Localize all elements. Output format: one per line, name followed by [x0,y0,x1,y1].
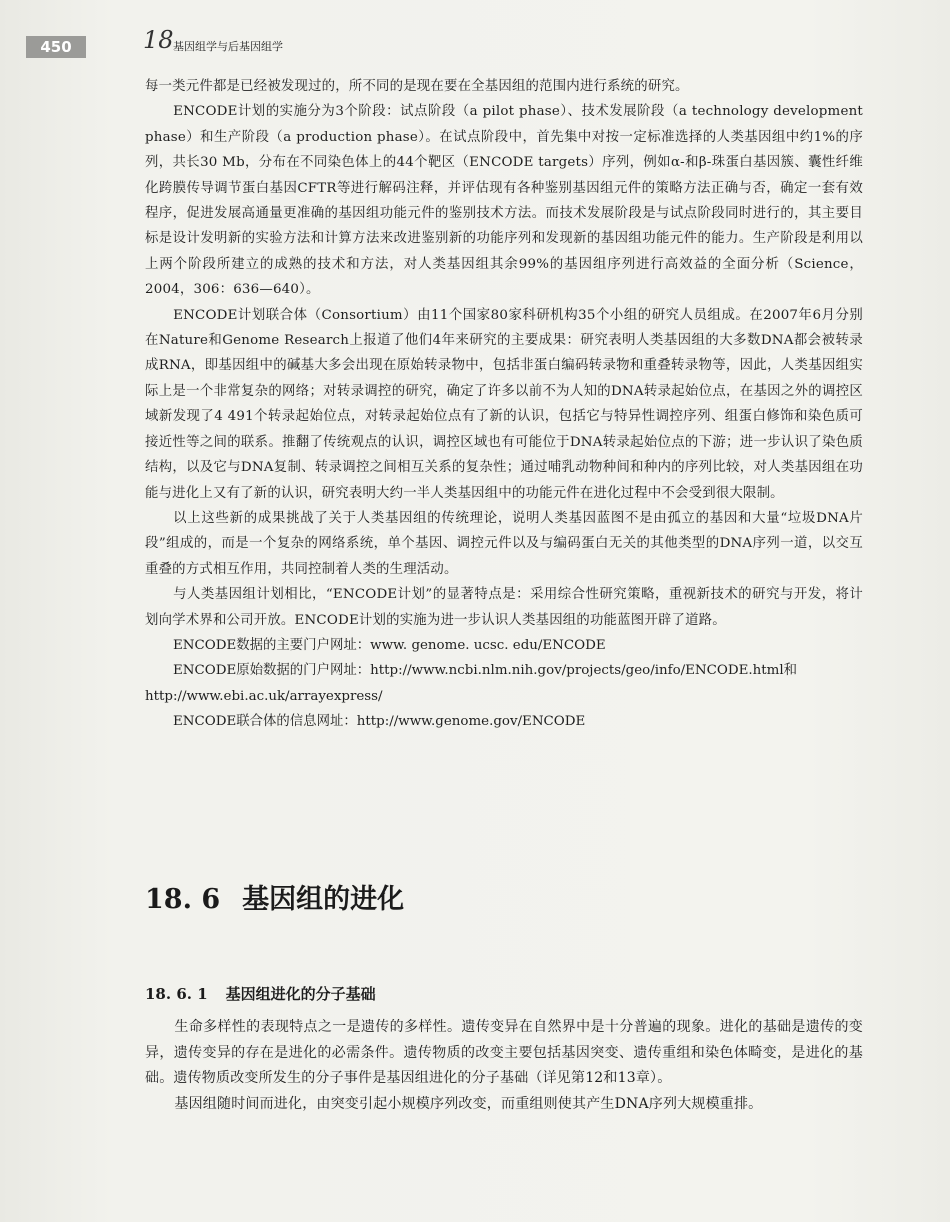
url-line: ENCODE原始数据的门户网址：http://www.ncbi.nlm.nih.gov/projects/geo/info/ENCODE.html和 [173,663,798,679]
paragraph: 与人类基因组计划相比，“ENCODE计划”的显著特点是：采用综合性研究策略，重视新技术的研究与开发，将计划向学术界和公司开放。ENCODE计划的实施为进一步认识人类基因组的功能蓝图开辟了道路。 [145,587,863,628]
section-number: 18. 6 [145,884,221,915]
page-header [0,24,950,64]
paragraph: ENCODE计划联合体（Consortium）由11个国家80家科研机构35个小组的研究人员组成。在2007年6月分别在Nature和Genome Research上报道了他们4年来研究的主要成果：研究表明人类基因组的大多数DNA都会被转录成RNA，即基因组中的碱基大多会出现在原始转录物中，包括非蛋白编码转录物和重叠转录物等，因此，人类基因组实际上是一个非常复杂的网络；对转录调控的研究，确定了许多以前不为人知的DNA转录起始位点，在基因之外的调控区域新发现了4 491个转录起始位点，对转录起始位点有了新的认识，包括它与特异性调控序列、组蛋白修饰和染色质可接近性等之间的联系。推翻了传统观点的认识，调控区域也有可能位于DNA转录起始位点的下游；进一步认识了染色质结构，以及它与DNA复制、转录调控之间相互关系的复杂性；通过哺乳动物种间和种内的序列比较，对人类基因组在功能与进化上又有了新的认识，研究表明大约一半人类基因组中的功能元件在进化过程中不会受到很大限制。 [145,307,863,501]
subsection-number: 18. 6. 1 [145,985,208,1003]
paragraph: ENCODE计划的实施分为3个阶段：试点阶段（a pilot phase）、技术发展阶段（a technology development phase）和生产阶段（a production phase）。在试点阶段中，首先集中对按一定标准选择的人类基因组中约1%的序列，共长30 Mb，分布在不同染色体上的44个靶区（ENCODE targets）序列，例如α-和β-珠蛋白基因簇、囊性纤维化跨膜传导调节蛋白基因CFTR等进行解码注释，并评估现有各种鉴别基因组元件的策略方法正确与否，确定一套有效程序，促进发展高通量更准确的基因组功能元件的鉴别技术方法。而技术发展阶段是与试点阶段同时进行的，其主要目标是设计发明新的实验方法和计算方法来改进鉴别新的功能序列和发现新的基因组功能元件的能力。生产阶段是利用以上两个阶段所建立的成熟的技术和方法，对人类基因组其余99%的基因组序列进行高效益的全面分析（Science，2004，306：636—640）。 [145,104,863,298]
chapter-number: 18 [143,26,174,54]
url-line: ENCODE联合体的信息网址：http://www.genome.gov/ENCODE [173,714,586,730]
subsection-heading [145,983,376,1004]
body-text-section [145,1015,863,1117]
url-line: ENCODE数据的主要门户网址：www. genome. ucsc. edu/ENCODE [173,637,606,653]
body-text [145,74,863,735]
paragraph: 生命多样性的表现特点之一是遗传的多样性。遗传变异在自然界中是十分普遍的现象。进化的基础是遗传的变异，遗传变异的存在是进化的必需条件。遗传物质的改变主要包括基因突变、遗传重组和染色体畸变，是进化的基础。遗传物质改变所发生的分子事件是基因组进化的分子基础（详见第12和13章）。 [145,1019,863,1087]
page-number: 450 [26,36,86,58]
url-line-continued: http://www.ebi.ac.uk/arrayexpress/ [145,688,383,704]
section-heading [145,877,404,916]
paragraph: 每一类元件都是已经被发现过的，所不同的是现在要在全基因组的范围内进行系统的研究。 [145,79,689,94]
paragraph: 以上这些新的成果挑战了关于人类基因组的传统理论，说明人类基因蓝图不是由孤立的基因和大量“垃圾DNA片段”组成的，而是一个复杂的网络系统，单个基因、调控元件以及与编码蛋白无关的其他类型的DNA序列一道，以交互重叠的方式相互作用，共同控制着人类的生理活动。 [145,510,863,577]
section-title: 基因组的进化 [242,884,405,915]
running-title: 基因组学与后基因组学 [173,40,283,53]
subsection-title: 基因组进化的分子基础 [225,985,376,1003]
paragraph: 基因组随时间而进化，由突变引起小规模序列改变，而重组则使其产生DNA序列大规模重排。 [174,1095,763,1112]
